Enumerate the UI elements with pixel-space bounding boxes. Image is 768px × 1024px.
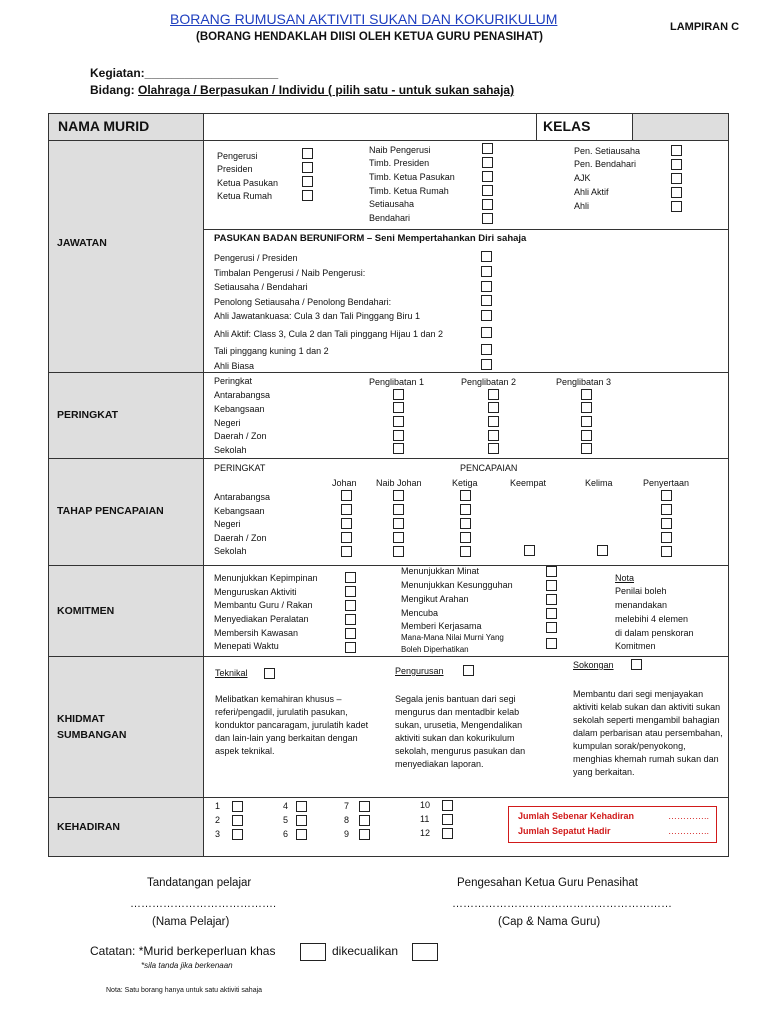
checkbox[interactable] [671, 159, 682, 170]
checkbox[interactable] [264, 668, 275, 679]
checkbox[interactable] [345, 572, 356, 583]
checkbox[interactable] [581, 430, 592, 441]
row-label-khidmat: KHIDMAT [57, 713, 105, 725]
checkbox[interactable] [393, 389, 404, 400]
komitmen-item: Boleh Diperhatikan [401, 645, 469, 654]
lampiran-label: LAMPIRAN C [670, 21, 740, 33]
checkbox[interactable] [393, 546, 404, 557]
checkbox[interactable] [546, 608, 557, 619]
peringkat-col: Penglibatan 3 [556, 377, 612, 387]
kehadiran-num: 4 [283, 801, 289, 811]
checkbox[interactable] [232, 829, 243, 840]
checkbox[interactable] [661, 504, 672, 515]
checkbox[interactable] [581, 416, 592, 427]
kehadiran-num: 2 [215, 815, 221, 825]
tahap-level: Kebangsaan [214, 506, 265, 516]
row-label-komitmen: KOMITMEN [57, 605, 115, 617]
bidang-line [90, 83, 514, 97]
nama-murid-label: NAMA MURID [58, 118, 150, 134]
checkbox[interactable] [302, 162, 313, 173]
uniform-item: Ahli Biasa [214, 361, 255, 371]
checkbox[interactable] [393, 416, 404, 427]
row-label-jawatan: JAWATAN [57, 237, 107, 249]
checkbox[interactable] [341, 532, 352, 543]
uniform-item: Pengerusi / Presiden [214, 253, 298, 263]
checkbox[interactable] [460, 490, 471, 501]
form-title: BORANG RUMUSAN AKTIVITI SUKAN DAN KOKURIKULUM [170, 11, 558, 27]
tahap-col: Johan [332, 478, 357, 488]
checkbox[interactable] [546, 580, 557, 591]
kehadiran-num: 3 [215, 829, 221, 839]
jumlah-sebenar-label: Jumlah Sebenar Kehadiran [518, 811, 635, 821]
checkbox[interactable] [488, 430, 499, 441]
row-label-sumbangan: SUMBANGAN [57, 729, 127, 741]
jawatan-item: Naib Pengerusi [369, 145, 431, 155]
uniform-item: Ahli Aktif: Class 3, Cula 2 dan Tali pinggang Hijau 1 dan 2 [214, 329, 443, 339]
checkbox[interactable] [393, 430, 404, 441]
checkbox[interactable] [581, 443, 592, 454]
checkbox[interactable] [302, 176, 313, 187]
checkbox[interactable] [671, 145, 682, 156]
nota-title: Nota [615, 573, 635, 583]
teknikal-text: Melibatkan kemahiran khusus – referi/pengadil, jurulatih pasukan, konduktor pancaragam, jurulatih kadet dan lain-lain yang berkaitan dengan aspek teknikal. [215, 694, 369, 756]
komitmen-item: Menunjukkan Kepimpinan [214, 573, 318, 583]
checkbox[interactable] [460, 518, 471, 529]
checkbox[interactable] [481, 295, 492, 306]
kegiatan-field[interactable]: Kegiatan:____________________ [90, 66, 279, 80]
checkbox[interactable] [546, 638, 557, 649]
jawatan-item: Ahli [574, 201, 590, 211]
peringkat-level: Negeri [214, 418, 241, 428]
checkbox[interactable] [296, 815, 307, 826]
checkbox[interactable] [302, 148, 313, 159]
dikecualikan-checkbox[interactable] [412, 943, 438, 961]
checkbox[interactable] [481, 281, 492, 292]
peringkat-level: Sekolah [214, 445, 247, 455]
signature-line-pelajar[interactable]: …………………………………. [130, 898, 277, 910]
jumlah-sebenar-value[interactable]: ………….. [668, 811, 710, 821]
peringkat-level: Daerah / Zon [214, 431, 267, 441]
row-label-tahap: TAHAP PENCAPAIAN [57, 505, 164, 517]
pengurusan-title: Pengurusan [395, 666, 444, 676]
checkbox[interactable] [661, 546, 672, 557]
jawatan-item: Bendahari [369, 213, 411, 223]
tahap-level: Antarabangsa [214, 492, 271, 502]
row-label-peringkat: PERINGKAT [57, 409, 119, 421]
kehadiran-num: 6 [283, 829, 289, 839]
checkbox[interactable] [463, 665, 474, 676]
tahap-col: Keempat [510, 478, 547, 488]
checkbox[interactable] [302, 190, 313, 201]
kelas-value-cell [632, 114, 728, 140]
checkbox[interactable] [482, 185, 493, 196]
komitmen-item: Mana-Mana Nilai Murni Yang [401, 633, 504, 642]
checkbox[interactable] [460, 532, 471, 543]
checkbox[interactable] [481, 310, 492, 321]
checkbox[interactable] [442, 814, 453, 825]
jumlah-sepatut-value[interactable]: ………….. [668, 826, 710, 836]
checkbox[interactable] [481, 266, 492, 277]
checkbox[interactable] [481, 344, 492, 355]
komitmen-item: Memberi Kerjasama [401, 621, 482, 631]
checkbox[interactable] [482, 171, 493, 182]
sila-note: *sila tanda jika berkenaan [141, 961, 233, 970]
checkbox[interactable] [482, 157, 493, 168]
checkbox[interactable] [524, 545, 535, 556]
uniform-item: Ahli Jawatankuasa: Cula 3 dan Tali Pinggang Biru 1 [214, 311, 420, 321]
tahap-level: Negeri [214, 519, 241, 529]
nama-murid-input[interactable] [205, 115, 534, 139]
kehadiran-num: 7 [344, 801, 350, 811]
peringkat-col: Penglibatan 1 [369, 377, 425, 387]
kehadiran-num: 12 [420, 828, 431, 838]
nota-line: melebihi 4 elemen [615, 614, 689, 624]
checkbox[interactable] [631, 659, 642, 670]
checkbox[interactable] [393, 532, 404, 543]
checkbox[interactable] [546, 622, 557, 633]
checkbox[interactable] [488, 443, 499, 454]
uniform-item: Tali pinggang kuning 1 dan 2 [214, 346, 329, 356]
komitmen-item: Menunjukkan Minat [401, 566, 480, 576]
khas-checkbox[interactable] [300, 943, 326, 961]
nota-line: Penilai boleh [615, 586, 667, 596]
checkbox[interactable] [442, 800, 453, 811]
jawatan-item: Ahli Aktif [574, 187, 609, 197]
uniform-item: Penolong Setiausaha / Penolong Bendahari: [214, 297, 392, 307]
nota-line: di dalam penskoran [615, 628, 694, 638]
checkbox[interactable] [671, 187, 682, 198]
komitmen-item: Membersih Kawasan [214, 628, 299, 638]
nama-pelajar-label: (Nama Pelajar) [152, 916, 230, 928]
checkbox[interactable] [581, 402, 592, 413]
checkbox[interactable] [671, 201, 682, 212]
checkbox[interactable] [232, 801, 243, 812]
checkbox[interactable] [661, 532, 672, 543]
bidang-label: Bidang: [90, 83, 138, 97]
checkbox[interactable] [481, 251, 492, 262]
checkbox[interactable] [442, 828, 453, 839]
jumlah-sepatut-label: Jumlah Sepatut Hadir [518, 826, 611, 836]
checkbox[interactable] [345, 586, 356, 597]
jawatan-item: Ketua Rumah [217, 191, 273, 201]
form-subtitle: (BORANG HENDAKLAH DIISI OLEH KETUA GURU PENASIHAT) [196, 31, 543, 43]
checkbox[interactable] [581, 389, 592, 400]
peringkat-col: Penglibatan 2 [461, 377, 517, 387]
checkbox[interactable] [341, 504, 352, 515]
checkbox[interactable] [345, 642, 356, 653]
tandatangan-label: Tandatangan pelajar [147, 877, 252, 889]
checkbox[interactable] [671, 173, 682, 184]
tahap-col: Naib Johan [376, 478, 422, 488]
pengurusan-text: Segala jenis bantuan dari segi mengurus dan mentadbir kelab sukan, urusetia, Mengendalikan aktiviti sukan dan kokurikulum sekolah, mengurus pasukan dan menyediakan laporan. [395, 694, 526, 769]
row-label-kehadiran: KEHADIRAN [57, 821, 120, 833]
checkbox[interactable] [359, 829, 370, 840]
checkbox[interactable] [393, 402, 404, 413]
jawatan-item: Ketua Pasukan [217, 178, 279, 188]
checkbox[interactable] [481, 327, 492, 338]
checkbox[interactable] [393, 504, 404, 515]
kehadiran-num: 8 [344, 815, 350, 825]
peringkat-level: Antarabangsa [214, 390, 271, 400]
checkbox[interactable] [393, 443, 404, 454]
jawatan-item: Timb. Ketua Pasukan [369, 172, 455, 182]
checkbox[interactable] [296, 829, 307, 840]
checkbox[interactable] [341, 518, 352, 529]
pengesahan-label: Pengesahan Ketua Guru Penasihat [457, 877, 638, 889]
catatan-label: Catatan: *Murid berkeperluan khas [90, 944, 276, 958]
komitmen-item: Mencuba [401, 608, 439, 618]
signature-line-guru[interactable]: …………………………………………………… [452, 898, 672, 910]
sokongan-text: Membantu dari segi menjayakan aktiviti kelab sukan dan aktiviti sukan sekolah seperti mengambil bahagian dalam perbarisan atau persembahan, kumpulan sorak/penyokong, menghias khemah rumah sukan dan yang berkaitan. [573, 689, 723, 777]
komitmen-item: Menguruskan Aktiviti [214, 587, 297, 597]
checkbox[interactable] [460, 504, 471, 515]
kehadiran-num: 1 [215, 801, 221, 811]
kehadiran-num: 5 [283, 815, 289, 825]
checkbox[interactable] [341, 546, 352, 557]
checkbox[interactable] [482, 143, 493, 154]
komitmen-item: Mengikut Arahan [401, 594, 469, 604]
komitmen-item: Menepati Waktu [214, 641, 279, 651]
nota-line: menandakan [615, 600, 668, 610]
checkbox[interactable] [345, 628, 356, 639]
jawatan-item: Presiden [217, 164, 253, 174]
checkbox[interactable] [460, 546, 471, 557]
checkbox[interactable] [341, 490, 352, 501]
komitmen-item: Membantu Guru / Rakan [214, 600, 313, 610]
tahap-col: Ketiga [452, 478, 478, 488]
pencapaian-heading: PENCAPAIAN [460, 463, 518, 473]
checkbox[interactable] [359, 801, 370, 812]
checkbox[interactable] [232, 815, 243, 826]
checkbox[interactable] [359, 815, 370, 826]
uniform-heading: PASUKAN BADAN BERUNIFORM – Seni Mempertahankan Diri sahaja [214, 233, 527, 244]
checkbox[interactable] [488, 389, 499, 400]
jawatan-item: Pengerusi [217, 151, 258, 161]
checkbox[interactable] [345, 600, 356, 611]
checkbox[interactable] [393, 490, 404, 501]
teknikal-title: Teknikal [215, 668, 248, 678]
jawatan-item: Timb. Ketua Rumah [369, 186, 449, 196]
checkbox[interactable] [546, 594, 557, 605]
komitmen-item: Menyediakan Peralatan [214, 614, 309, 624]
peringkat-heading: Peringkat [214, 376, 253, 386]
uniform-item: Timbalan Pengerusi / Naib Pengerusi: [214, 268, 366, 278]
jawatan-item: Setiausaha [369, 199, 415, 209]
footer-nota: Nota: Satu borang hanya untuk satu aktiviti sahaja [106, 987, 263, 994]
uniform-item: Setiausaha / Bendahari [214, 282, 308, 292]
jawatan-item: Pen. Setiausaha [574, 146, 641, 156]
checkbox[interactable] [481, 359, 492, 370]
kehadiran-num: 11 [420, 814, 430, 824]
tahap-heading: PERINGKAT [214, 463, 266, 473]
dikecualikan-label: dikecualikan [332, 944, 399, 958]
kelas-label: KELAS [543, 118, 591, 134]
checkbox[interactable] [661, 490, 672, 501]
checkbox[interactable] [482, 199, 493, 210]
checkbox[interactable] [661, 518, 672, 529]
checkbox[interactable] [345, 614, 356, 625]
peringkat-level: Kebangsaan [214, 404, 265, 414]
sokongan-title: Sokongan [573, 660, 614, 670]
kehadiran-num: 9 [344, 829, 350, 839]
checkbox[interactable] [482, 213, 493, 224]
checkbox[interactable] [597, 545, 608, 556]
tahap-level: Daerah / Zon [214, 533, 267, 543]
checkbox[interactable] [546, 566, 557, 577]
bidang-options: Olahraga / Berpasukan / Individu ( pilih satu - untuk sukan sahaja) [138, 83, 515, 97]
kehadiran-num: 10 [420, 800, 431, 810]
komitmen-item: Menunjukkan Kesungguhan [401, 580, 513, 590]
jawatan-item: AJK [574, 173, 591, 183]
jawatan-item: Timb. Presiden [369, 158, 430, 168]
checkbox[interactable] [488, 402, 499, 413]
tahap-col: Penyertaan [643, 478, 690, 488]
checkbox[interactable] [296, 801, 307, 812]
checkbox[interactable] [488, 416, 499, 427]
cap-nama-label: (Cap & Nama Guru) [498, 916, 601, 928]
checkbox[interactable] [393, 518, 404, 529]
tahap-level: Sekolah [214, 546, 247, 556]
jawatan-item: Pen. Bendahari [574, 159, 637, 169]
tahap-col: Kelima [585, 478, 613, 488]
nota-line: Komitmen [615, 641, 656, 651]
